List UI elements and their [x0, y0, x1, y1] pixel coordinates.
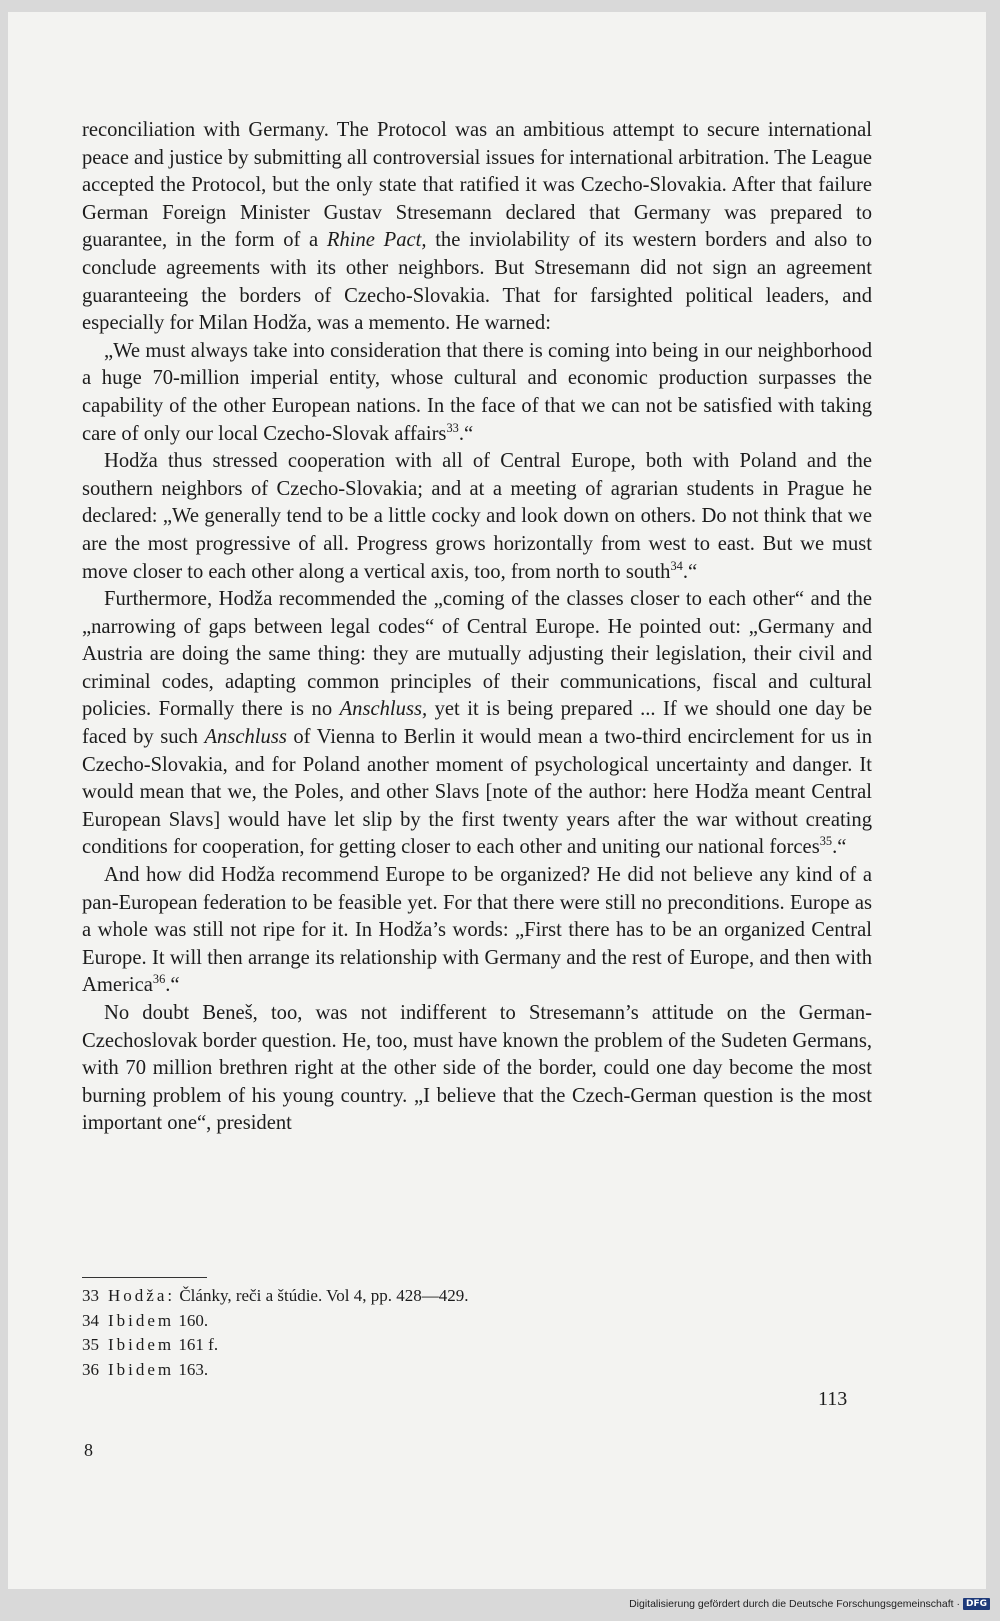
footnote-ref-36[interactable]: 36 [152, 972, 166, 987]
footnote-ref-35[interactable]: 35 [819, 834, 833, 849]
scanned-page [8, 12, 986, 1589]
footnote-33: 33 Hodža: Články, reči a štúdie. Vol 4, pp. 428—429. [82, 1286, 469, 1305]
paragraph-2: Hodža thus stressed cooperation with all of Central Europe, both with Poland and the southern neighbors of Czecho-Slovakia; and at a meeting of agrarian students in Prague he declared: „We generally tend to be a little cocky and look down on others. Do not think that we are the most progressive of all. Progress grows horizontally from west to east. But we must move closer to each other along a vertical axis, too, from north to south$^{34}$.“ [82, 450, 872, 583]
footnote-ref-34[interactable]: 34 [670, 558, 683, 573]
dfg-logo-icon: DFG [963, 1598, 990, 1610]
footnote-ref-33[interactable]: 33 [446, 420, 459, 435]
anschluss-italic-1: Anschluss, [339, 698, 428, 721]
footnote-34: 34 Ibidem 160. [82, 1310, 209, 1330]
rhine-pact-italic: Rhine Pact, [326, 229, 427, 252]
paragraph-3: Furthermore, Hodža recommended the „coming of the classes closer to each other“ and the „narrowing of gaps between legal codes“ of Central Europe. He pointed out: „Germany and Austria are doing the same thing: they are mutually adjusting their legislation, their civil and criminal codes, adapting common principles of their communications, fiscal and cultural policies. Formally there is no Anschluss, yet it is being prepared ... If we should one day be faced by such Anschluss of Vienna to Berlin it would mean a two-third encirclement for us in Czecho-Slovakia, and for Poland another moment of psychological uncertainty and danger. It would mean that we, the Poles, and other Slavs [note of the author: here Hodža meant Central European Slavs] would have let slip by the first twenty years after the war without creating conditions for cooperation, for getting closer to each other and uniting our national forces$^{35}$.“ [82, 588, 872, 859]
signature-mark: 8 [84, 1440, 93, 1460]
footnotes [82, 1284, 782, 1382]
paragraph-5: No doubt Beneš, too, was not indifferent to Stresemann’s attitude on the German-Czechoslovak border question. He, too, must have known the problem of the Sudeten Germans, with 70 million brethren right at the other side of the border, could one day become the most burning problem of his young country. „I believe that the Czech-German question is the most important one“, president [82, 1002, 872, 1135]
anschluss-italic-2: Anschluss [204, 726, 287, 749]
paragraph-1: reconciliation with Germany. The Protocol was an ambitious attempt to secure international peace and justice by submitting all controversial issues for international arbitration. The League accepted the Protocol, but the only state that ratified it was Czecho-Slovakia. After that failure German Foreign Minister Gustav Stresemann declared that Germany was prepared to guarantee, in the form of a Rhine Pact, the inviolability of its western borders and also to conclude agreements with its other neighbors. But Stresemann did not sign an agreement guaranteeing the borders of Czecho-Slovakia. That for farsighted political leaders, and especially for Milan Hodža, was a memento. He warned: [82, 119, 872, 335]
paragraph-4: And how did Hodža recommend Europe to be organized? He did not believe any kind of a pan-European federation to be feasible yet. For that there were still no preconditions. Europe as a whole was still not ripe for it. In Hodža’s words: „First there has to be an organized Central Europe. It will then arrange its relationship with Germany and the rest of Europe, and then with America$^{36}$.“ [82, 864, 872, 997]
quote-1: „We must always take into consideration that there is coming into being in our neighborhood a huge 70-million imperial entity, whose cultural and economic production surpasses the capability of the other European nations. In the face of that we can not be satisfied with taking care of only our local Czecho-Slovak affairs$^{33}$.“ [82, 339, 872, 445]
footer-text: Digitalisierung gefördert durch die Deutsche Forschungsgemeinschaft · [629, 1598, 960, 1610]
page-number: 113 [818, 1388, 848, 1410]
body-text [82, 117, 872, 1138]
footnote-divider [82, 1277, 207, 1278]
footnote-36: 36 Ibidem 163. [82, 1359, 209, 1379]
footnote-35: 35 Ibidem 161 f. [82, 1335, 219, 1354]
digitization-footer [629, 1598, 990, 1610]
